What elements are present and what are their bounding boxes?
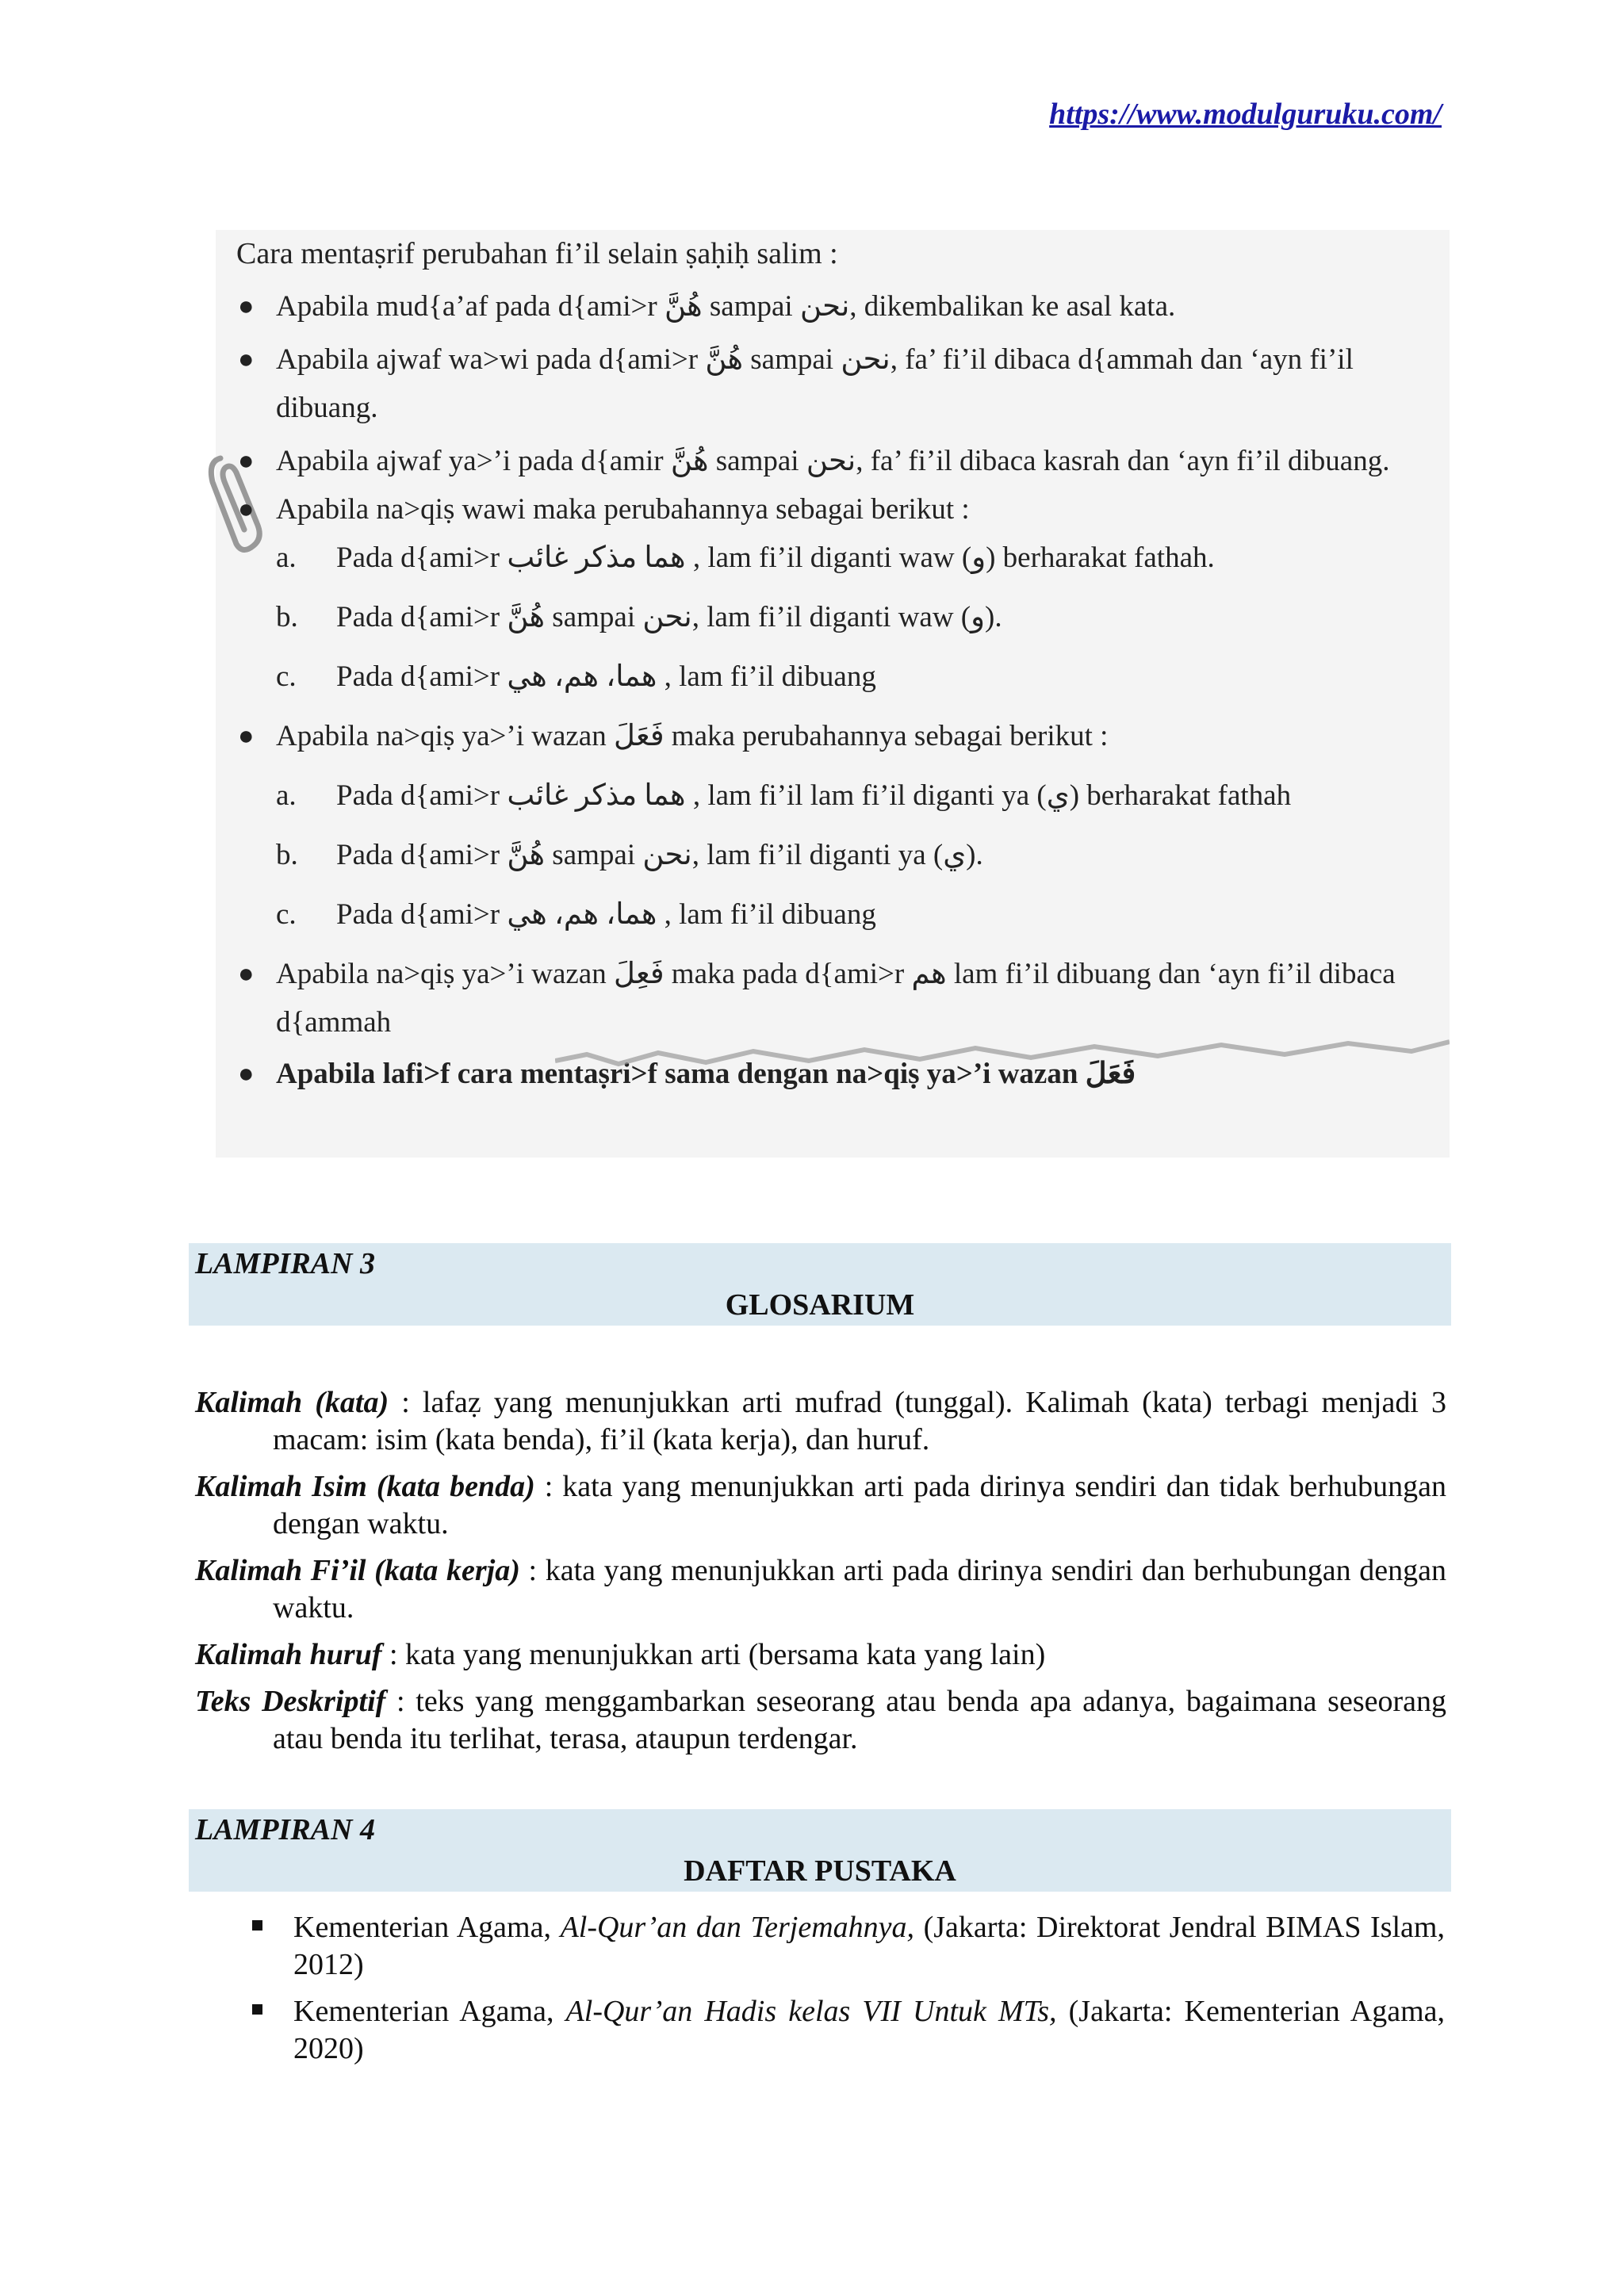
square-bullet-icon bbox=[252, 1920, 262, 1931]
glossary-entry bbox=[195, 1468, 1446, 1543]
glossary-definition: : kata yang menunjukkan arti pada dirinya sendiri dan tidak berhubungan dengan waktu. bbox=[273, 1470, 1446, 1540]
rule-text: Apabila mud{a’af pada d{ami>r هُنَّ sampai نحن, dikembalikan ke asal kata. bbox=[276, 290, 1176, 323]
glossary-entry bbox=[195, 1683, 1446, 1758]
list-item bbox=[236, 712, 1442, 760]
glossary-entry bbox=[195, 1636, 1446, 1674]
sub-letter: c. bbox=[276, 660, 297, 693]
list-item bbox=[236, 282, 1442, 331]
square-bullet-icon bbox=[252, 2004, 262, 2015]
sub-list-item bbox=[236, 890, 1442, 939]
sub-letter: b. bbox=[276, 839, 298, 871]
rule-text: Apabila ajwaf wa>wi pada d{ami>r هُنَّ sampai نحن, fa’ fi’il dibaca d{ammah dan ‘ayn fi’il dibuang. bbox=[276, 343, 1354, 424]
glossary-definition: : lafaẓ yang menunjukkan arti mufrad (tunggal). Kalimah (kata) terbagi menjadi 3 macam: isim (kata benda), fi’il (kata kerja), dan huruf. bbox=[273, 1386, 1446, 1456]
sub-list-item bbox=[236, 593, 1442, 641]
rule-text: Apabila lafi>f cara mentaṣri>f sama dengan na>qiṣ ya>’i wazan فَعَلَ bbox=[276, 1058, 1136, 1090]
bullet-icon: ● bbox=[238, 446, 255, 476]
sub-letter: c. bbox=[276, 898, 297, 931]
scan-heading: Cara mentaṣrif perubahan fi’il selain ṣaḥiḥ salim : bbox=[236, 237, 838, 270]
sub-list-item bbox=[236, 534, 1442, 582]
reference-item bbox=[252, 1993, 1445, 2068]
sub-text: Pada d{ami>r هما مذكر غائب , lam fi’il lam fi’il diganti ya (ي) berharakat fathah bbox=[336, 779, 1292, 812]
glossary-list bbox=[195, 1384, 1446, 1767]
glossary-term: Kalimah (kata) bbox=[195, 1386, 389, 1419]
glosarium-title: GLOSARIUM bbox=[725, 1288, 915, 1322]
lampiran4-label: LAMPIRAN 4 bbox=[195, 1813, 375, 1846]
glossary-entry bbox=[195, 1552, 1446, 1627]
sub-list-item bbox=[236, 831, 1442, 879]
lampiran3-label: LAMPIRAN 3 bbox=[195, 1247, 375, 1280]
list-item bbox=[236, 335, 1442, 432]
reference-author: Kementerian Agama, bbox=[293, 1911, 561, 1944]
reference-title: Al-Qur’an dan Terjemahnya, bbox=[560, 1911, 915, 1944]
reference-list bbox=[252, 1909, 1445, 2077]
sub-text: Pada d{ami>r هُنَّ sampai نحن, lam fi’il diganti ya (ي). bbox=[336, 839, 983, 871]
glossary-term: Kalimah huruf bbox=[195, 1638, 382, 1671]
bullet-icon: ● bbox=[238, 495, 255, 524]
glossary-term: Kalimah Fi’il (kata kerja) bbox=[195, 1554, 520, 1587]
glossary-definition: : kata yang menunjukkan arti pada dirinya sendiri dan berhubungan dengan waktu. bbox=[273, 1554, 1446, 1624]
sub-list-item bbox=[236, 652, 1442, 701]
reference-item bbox=[252, 1909, 1445, 1984]
glossary-entry bbox=[195, 1384, 1446, 1459]
reference-publisher: (Jakarta: Kementerian Agama, 2020) bbox=[293, 1995, 1445, 2065]
rule-text: Apabila ajwaf ya>’i pada d{amir هُنَّ sampai نحن, fa’ fi’il dibaca kasrah dan ‘ayn fi’il dibuang. bbox=[276, 445, 1390, 477]
bullet-icon: ● bbox=[238, 959, 255, 989]
lampiran3-header bbox=[189, 1243, 1451, 1326]
bullet-icon: ● bbox=[238, 292, 255, 321]
glossary-term: Kalimah Isim (kata benda) bbox=[195, 1470, 535, 1503]
list-item bbox=[236, 437, 1442, 485]
sub-list-item bbox=[236, 771, 1442, 820]
bullet-icon: ● bbox=[238, 721, 255, 751]
bullet-icon: ● bbox=[238, 345, 255, 374]
reference-publisher: (Jakarta: Direktorat Jendral BIMAS Islam, 2012) bbox=[293, 1911, 1445, 1981]
rule-text: Apabila na>qiṣ wawi maka perubahannya sebagai berikut : bbox=[276, 493, 970, 526]
sub-text: Pada d{ami>r هما مذكر غائب , lam fi’il diganti waw (و) berharakat fathah. bbox=[336, 541, 1215, 574]
rule-text: Apabila na>qiṣ ya>’i wazan فَعَلَ maka perubahannya sebagai berikut : bbox=[276, 720, 1109, 752]
sub-letter: a. bbox=[276, 541, 297, 574]
glossary-term: Teks Deskriptif bbox=[195, 1685, 386, 1718]
sub-text: Pada d{ami>r هُنَّ sampai نحن, lam fi’il diganti waw (و). bbox=[336, 601, 1002, 633]
lampiran4-header bbox=[189, 1809, 1451, 1892]
source-url-link[interactable]: https://www.modulguruku.com/ bbox=[1049, 98, 1442, 131]
daftar-pustaka-title: DAFTAR PUSTAKA bbox=[684, 1854, 956, 1888]
sub-letter: b. bbox=[276, 601, 298, 633]
sub-text: Pada d{ami>r هما، هم، هي , lam fi’il dibuang bbox=[336, 660, 876, 693]
glossary-definition: : teks yang menggambarkan seseorang atau benda apa adanya, bagaimana seseorang atau benda itu terlihat, terasa, ataupun terdengar. bbox=[273, 1685, 1446, 1755]
tasrif-rules-list bbox=[236, 282, 1442, 1098]
glossary-definition: : kata yang menunjukkan arti (bersama kata yang lain) bbox=[381, 1638, 1046, 1671]
bullet-icon: ● bbox=[238, 1059, 255, 1089]
list-item bbox=[236, 485, 1442, 534]
torn-paper-edge bbox=[555, 1005, 1450, 1093]
sub-text: Pada d{ami>r هما، هم، هي , lam fi’il dibuang bbox=[336, 898, 876, 931]
reference-author: Kementerian Agama, bbox=[293, 1995, 566, 2028]
sub-letter: a. bbox=[276, 779, 297, 812]
rule-text: Apabila na>qiṣ ya>’i wazan فَعِلَ maka pada d{ami>r هم lam fi’il dibuang dan ‘ayn fi’il dibaca d{ammah bbox=[276, 958, 1396, 1039]
reference-title: Al-Qur’an Hadis kelas VII Untuk MTs, bbox=[565, 1995, 1057, 2028]
